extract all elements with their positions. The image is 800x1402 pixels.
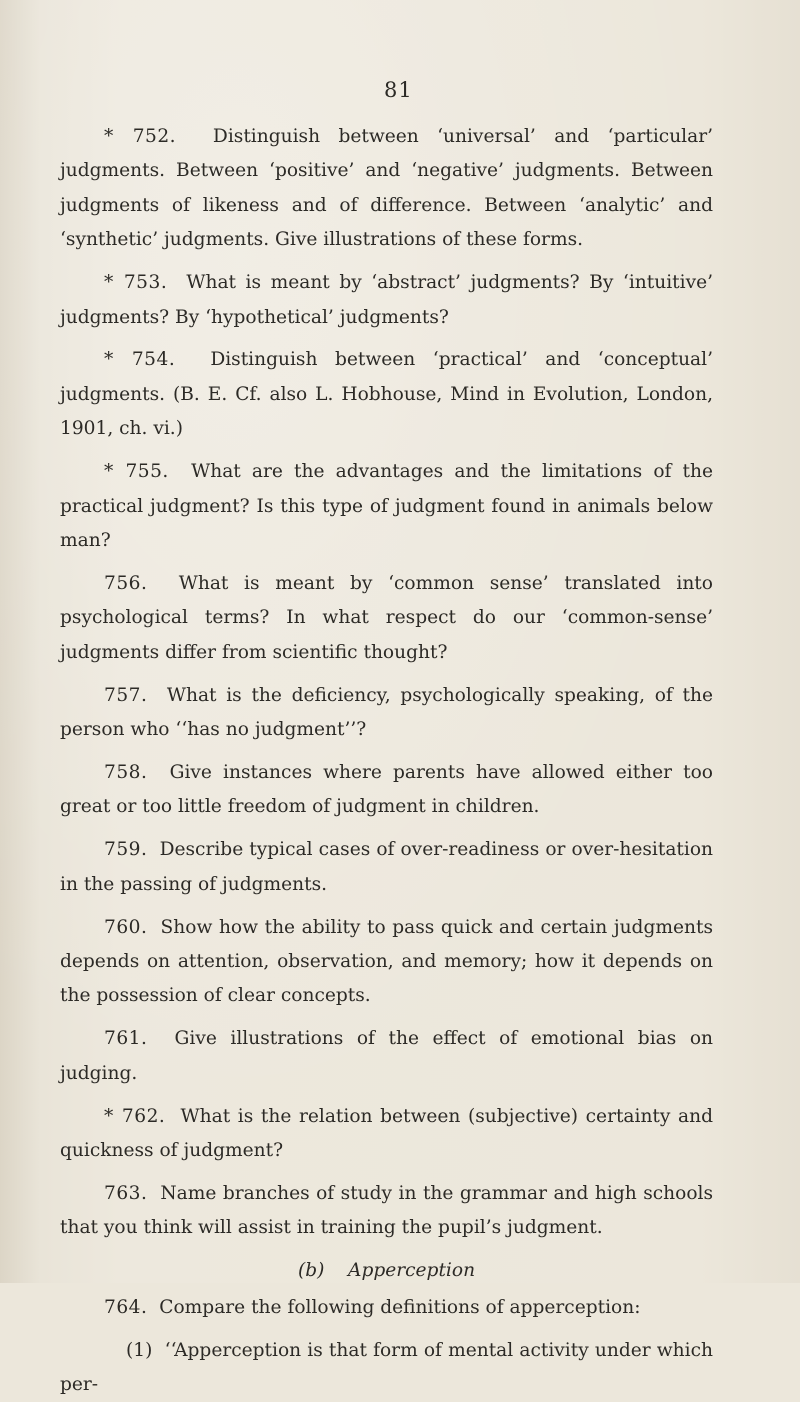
entry-764	[60, 1291, 713, 1325]
entry-text: Distinguish between ‘practical’ and ‘conceptual’ judgments. (B. E. Cf. also L. Hobhouse, Mind in Evolution, London, 1901, ch. vi.)	[60, 349, 713, 439]
entry-text: Distinguish between ‘universal’ and ‘particular’ judgments. Between ‘positive’ and ‘negative’ judgments. Between judgments of likeness and of difference. Between ‘analytic’ and ‘synthetic’ judgments. Give illustrations of these forms.	[60, 126, 713, 250]
entry-text: Describe typical cases of over-readiness or over-hesitation in the passing of judgments.	[60, 839, 713, 894]
entry-text: Show how the ability to pass quick and certain judgments depends on attention, observation, and memory; how it depends on the possession of clear concepts.	[60, 917, 713, 1007]
entry-number: 758.	[104, 762, 147, 783]
entry-number: * 755.	[104, 461, 169, 482]
entry-text: What are the advantages and the limitations of the practical judgment? Is this type of judgment found in animals below man?	[60, 461, 713, 551]
entry-text: Compare the following definitions of apperception:	[159, 1297, 640, 1318]
entry-text: Give instances where parents have allowed either too great or too little freedom of judgment in children.	[60, 762, 713, 817]
entry-number: * 754.	[104, 349, 175, 370]
page-content	[60, 120, 713, 1402]
entry-755	[60, 455, 713, 558]
entry-text: What is the relation between (subjective) certainty and quickness of judgment?	[60, 1106, 713, 1161]
definition-1	[60, 1334, 713, 1402]
entry-text: What is meant by ‘abstract’ judgments? By ‘intuitive’ judgments? By ‘hypothetical’ judgments?	[60, 272, 713, 327]
entry-text: What is the deficiency, psychologically speaking, of the person who ‘‘has no judgment’’?	[60, 685, 713, 740]
entry-number: * 762.	[104, 1106, 165, 1127]
entry-753	[60, 266, 713, 335]
entry-text: Give illustrations of the effect of emotional bias on judging.	[60, 1028, 713, 1083]
entry-number: 763.	[104, 1183, 147, 1204]
entry-number: 764.	[104, 1297, 147, 1318]
section-heading	[60, 1254, 713, 1288]
entry-number: 757.	[104, 685, 147, 706]
entry-754	[60, 343, 713, 446]
entry-758	[60, 756, 713, 825]
entry-763	[60, 1177, 713, 1246]
page-number: 81	[384, 78, 413, 102]
entry-text: Name branches of study in the grammar and high schools that you think will assist in training the pupil’s judgment.	[60, 1183, 713, 1238]
section-title: Apperception	[348, 1260, 475, 1281]
entry-757	[60, 679, 713, 748]
entry-759	[60, 833, 713, 902]
entry-761	[60, 1022, 713, 1091]
entry-text: What is meant by ‘common sense’ translated into psychological terms? In what respect do our ‘common-sense’ judgments differ from scientific thought?	[60, 573, 713, 663]
entry-number: 759.	[104, 839, 147, 860]
entry-number: * 753.	[104, 272, 167, 293]
definition-number: (1)	[126, 1340, 152, 1361]
entry-number: 756.	[104, 573, 147, 594]
entry-number: 760.	[104, 917, 147, 938]
entry-760	[60, 911, 713, 1014]
entry-number: 761.	[104, 1028, 147, 1049]
definition-text: ‘‘Apperception is that form of mental activity under which per-	[60, 1340, 713, 1395]
entry-762	[60, 1100, 713, 1169]
entry-752	[60, 120, 713, 258]
entry-756	[60, 567, 713, 670]
entry-number: * 752.	[104, 126, 176, 147]
section-letter: (b)	[298, 1260, 324, 1281]
